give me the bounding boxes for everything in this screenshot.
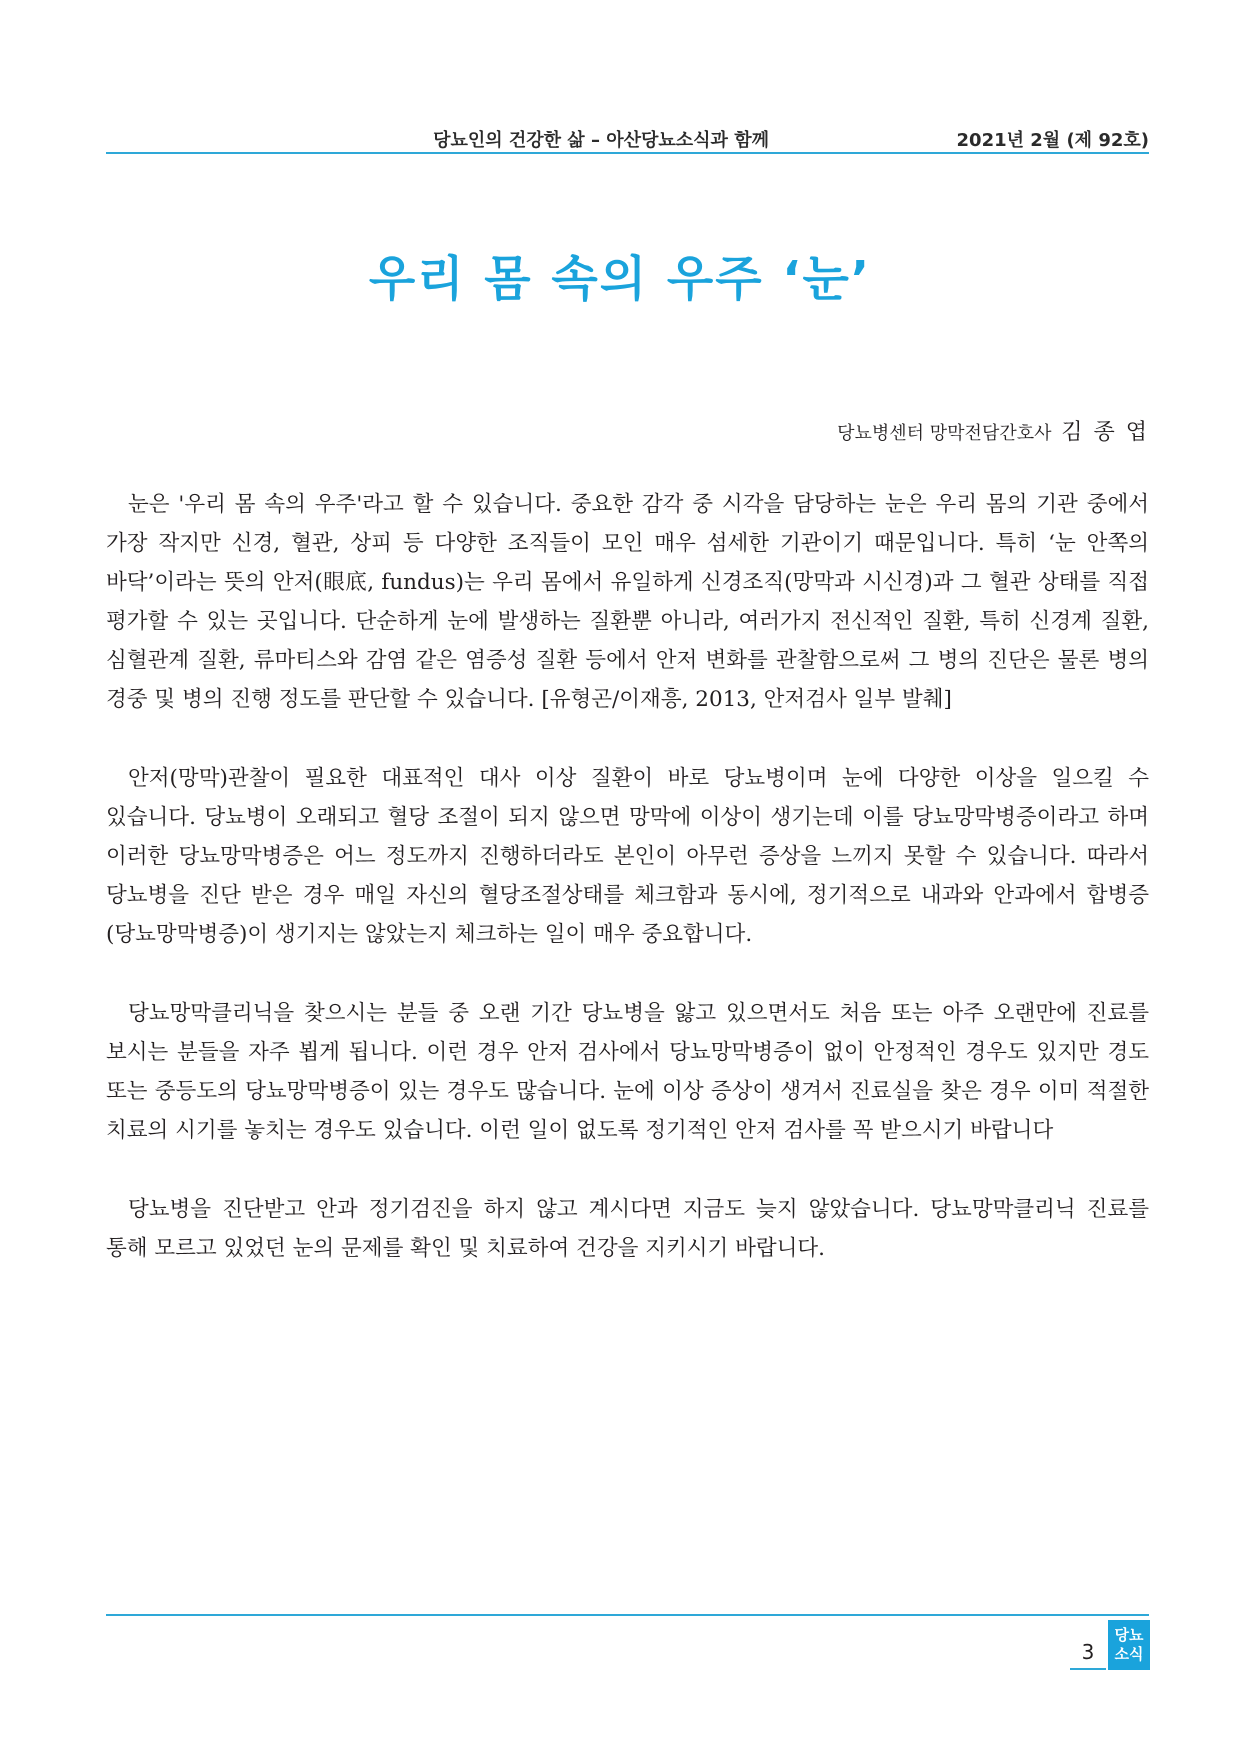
- paragraph-2: 안저(망막)관찰이 필요한 대표적인 대사 이상 질환이 바로 당뇨병이며 눈에 다양한 이상을 일으킬 수 있습니다. 당뇨병이 오래되고 혈당 조절이 되지 않으면 망막에 이상이 생기는데 이를 당뇨망막병증이라고 하며 이러한 당뇨망막병증은 어느 정도까지 진행하더라도 본인이 아무런 증상을 느끼지 못할 수 있습니다. 따라서 당뇨병을 진단 받은 경우 매일 자신의 혈당조절상태를 체크함과 동시에, 정기적으로 내과와 안과에서 합병증(당뇨망막병증)이 생기지는 않았는지 체크하는 일이 매우 중요합니다.: [106, 766, 1149, 947]
- issue-label: 2021년 2월 (제 92호): [956, 130, 1149, 151]
- newsletter-badge: [1108, 1620, 1150, 1670]
- article-body: [106, 485, 1149, 1308]
- header-rule: [106, 152, 1149, 154]
- page-number: 3: [1081, 1640, 1095, 1664]
- byline-affiliation: 당뇨병센터 망막전담간호사: [837, 423, 1052, 444]
- article-title: 우리 몸 속의 우주 ‘눈’: [368, 251, 872, 307]
- magazine-title: 당뇨인의 건강한 삶 – 아산당뇨소식과 함께: [433, 130, 769, 151]
- byline: [837, 415, 1149, 446]
- badge-line-2: 소식: [1114, 1645, 1144, 1663]
- page-number-underline: [1070, 1668, 1106, 1670]
- paragraph-4: 당뇨병을 진단받고 안과 정기검진을 하지 않고 계시다면 지금도 늦지 않았습니다. 당뇨망막클리닉 진료를 통해 모르고 있었던 눈의 문제를 확인 및 치료하여 건강을 지키시기 바랍니다.: [106, 1197, 1149, 1261]
- byline-name: 김 종 엽: [1061, 420, 1149, 445]
- paragraph-3: 당뇨망막클리닉을 찾으시는 분들 중 오랜 기간 당뇨병을 앓고 있으면서도 처음 또는 아주 오랜만에 진료를 보시는 분들을 자주 뵙게 됩니다. 이런 경우 안저 검사에서 당뇨망막병증이 없이 안정적인 경우도 있지만 경도 또는 중등도의 당뇨망막병증이 있는 경우도 많습니다. 눈에 이상 증상이 생겨서 진료실을 찾은 경우 이미 적절한 치료의 시기를 놓치는 경우도 있습니다. 이런 일이 없도록 정기적인 안저 검사를 꼭 받으시기 바랍니다: [106, 1001, 1149, 1143]
- paragraph-1: 눈은 '우리 몸 속의 우주'라고 할 수 있습니다. 중요한 감각 중 시각을 담당하는 눈은 우리 몸의 기관 중에서 가장 작지만 신경, 혈관, 상피 등 다양한 조직들이 모인 매우 섬세한 기관이기 때문입니다. 특히 ‘눈 안쪽의 바닥’이라는 뜻의 안저(眼底, fundus)는 우리 몸에서 유일하게 신경조직(망막과 시신경)과 그 혈관 상태를 직접 평가할 수 있는 곳입니다. 단순하게 눈에 발생하는 질환뿐 아니라, 여러가지 전신적인 질환, 특히 신경계 질환, 심혈관계 질환, 류마티스와 감염 같은 염증성 질환 등에서 안저 변화를 관찰함으로써 그 병의 진단은 물론 병의 경중 및 병의 진행 정도를 판단할 수 있습니다. [유형곤/이재흥, 2013, 안저검사 일부 발췌]: [106, 492, 1149, 712]
- page-header: [106, 126, 1149, 152]
- footer-rule: [106, 1614, 1149, 1616]
- badge-line-1: 당뇨: [1114, 1626, 1144, 1644]
